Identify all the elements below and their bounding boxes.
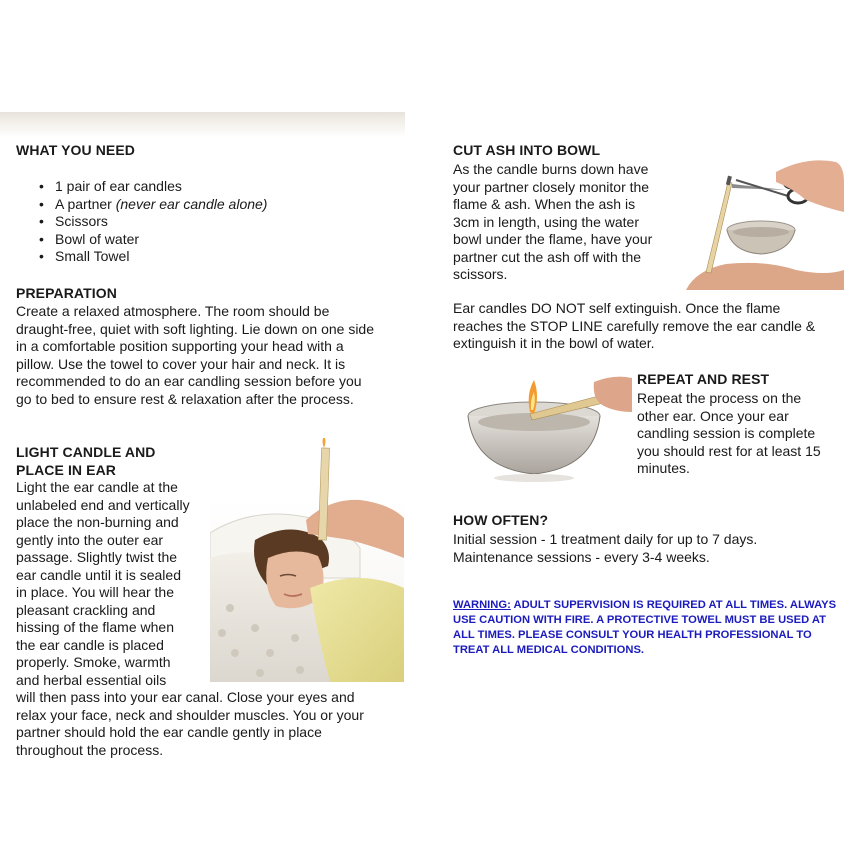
- list-item-note: (never ear candle alone): [115, 195, 268, 212]
- woman-with-ear-candle-photo: [210, 438, 404, 682]
- candle-over-water-bowl-photo: [464, 372, 632, 484]
- light-candle-heading: LIGHT CANDLE AND PLACE IN EAR: [16, 444, 156, 478]
- text-line: in place. You will hear the: [16, 584, 174, 600]
- text-line: Create a relaxed atmosphere. The room should be: [16, 303, 330, 319]
- list-item: • 1 pair of ear candles: [32, 178, 362, 196]
- text-line: go to bed to ensure rest & relaxation after the process.: [16, 390, 354, 407]
- text-line: ALL TIMES. PLEASE CONSULT YOUR HEALTH PROFESSIONAL TO: [453, 629, 812, 641]
- text-line: properly. Smoke, warmth: [16, 654, 171, 670]
- text-line: partner cut the ash off with the: [453, 248, 642, 265]
- list-item: • Small Towel: [32, 248, 362, 266]
- text-line: extinguish it in the bowl of water.: [453, 335, 655, 351]
- text-line: Repeat the process on the: [637, 390, 802, 406]
- text-line: minutes.: [637, 460, 690, 476]
- text-line: pillow. Use the towel to cover your hair and neck. It is: [16, 355, 346, 372]
- text-line: Maintenance sessions - every 3-4 weeks.: [453, 548, 710, 565]
- text-line: recommended to do an ear candling session before you: [16, 373, 362, 389]
- text-line: ear candle until it is sealed: [16, 566, 181, 583]
- text-line: scissors.: [453, 266, 508, 282]
- text-line: relax your face, neck and shoulder muscles. You or your: [16, 706, 364, 723]
- text-line: you should rest for at least 15: [637, 442, 821, 459]
- what-you-need-heading: WHAT YOU NEED: [16, 142, 136, 158]
- text-line: unlabeled end and vertically: [16, 496, 190, 513]
- text-line: gently into the outer ear: [16, 531, 164, 548]
- preparation-heading: PREPARATION: [16, 285, 117, 301]
- text-line: passage. Slightly twist the: [16, 549, 178, 565]
- scissors-cutting-ash-photo: [666, 152, 844, 290]
- text-line: draught-free, quiet with soft lighting. Lie down on one side: [16, 320, 375, 337]
- repeat-rest-text: [637, 390, 847, 478]
- how-often-heading: HOW OFTEN?: [453, 512, 549, 528]
- text-line: the ear candle is placed: [16, 636, 164, 653]
- light-candle-text: [16, 479, 216, 689]
- what-you-need-list: [32, 178, 362, 266]
- cut-ash-heading: CUT ASH INTO BOWL: [453, 142, 601, 158]
- text-line: Initial session - 1 treatment daily for up to 7 days.: [453, 531, 758, 547]
- text-line: your partner closely monitor the: [453, 178, 650, 195]
- light-candle-text-continued: [16, 689, 411, 759]
- warning-label: WARNING:: [453, 599, 511, 611]
- text-line: flame & ash. When the ash is: [453, 196, 636, 212]
- list-item: • Scissors: [32, 213, 362, 231]
- text-line: TREAT ALL MEDICAL CONDITIONS.: [453, 644, 645, 656]
- preparation-text: [16, 303, 411, 408]
- repeat-rest-heading: REPEAT AND REST: [637, 371, 770, 387]
- warning-notice: WARNING: ADULT SUPERVISION IS REQUIRED AT ALL TIMES. ALWAYS USE CAUTION WITH FIRE. A PROTECTIVE TOWEL MUST BE USED AT ALL TIMES. PLEASE CONSULT YOUR HEALTH PROFESSIONAL TO TREAT ALL MEDICAL CONDITIONS.: [453, 598, 841, 658]
- text-line: partner should hold the ear candle gently in place: [16, 724, 322, 740]
- text-line: throughout the process.: [16, 741, 164, 758]
- text-line: Light the ear candle at the: [16, 479, 178, 495]
- self-extinguish-note: [453, 300, 848, 353]
- list-item: • Bowl of water: [32, 231, 362, 249]
- text-line: in a comfortable position supporting your head with a: [16, 338, 344, 354]
- cut-ash-text: [453, 161, 678, 284]
- text-line: reaches the STOP LINE carefully remove the ear candle &: [453, 317, 816, 334]
- text-line: hissing of the flame when: [16, 619, 174, 635]
- text-line: 3cm in length, using the water: [453, 213, 639, 230]
- text-line: pleasant crackling and: [16, 601, 156, 618]
- text-line: Ear candles DO NOT self extinguish. Once the flame: [453, 300, 781, 316]
- list-item: • A partner (never ear candle alone): [32, 196, 362, 214]
- text-line: USE CAUTION WITH FIRE. A PROTECTIVE TOWEL MUST BE USED AT: [453, 614, 826, 626]
- text-line: bowl under the flame, have your: [453, 231, 653, 247]
- how-often-text: [453, 531, 843, 566]
- text-line: As the candle burns down have: [453, 161, 649, 177]
- text-line: place the non-burning and: [16, 514, 179, 530]
- scan-edge: [0, 112, 405, 138]
- text-line: candling session is complete: [637, 425, 816, 441]
- text-line: and herbal essential oils: [16, 671, 167, 688]
- text-line: will then pass into your ear canal. Close your eyes and: [16, 689, 355, 705]
- text-line: other ear. Once your ear: [637, 407, 789, 424]
